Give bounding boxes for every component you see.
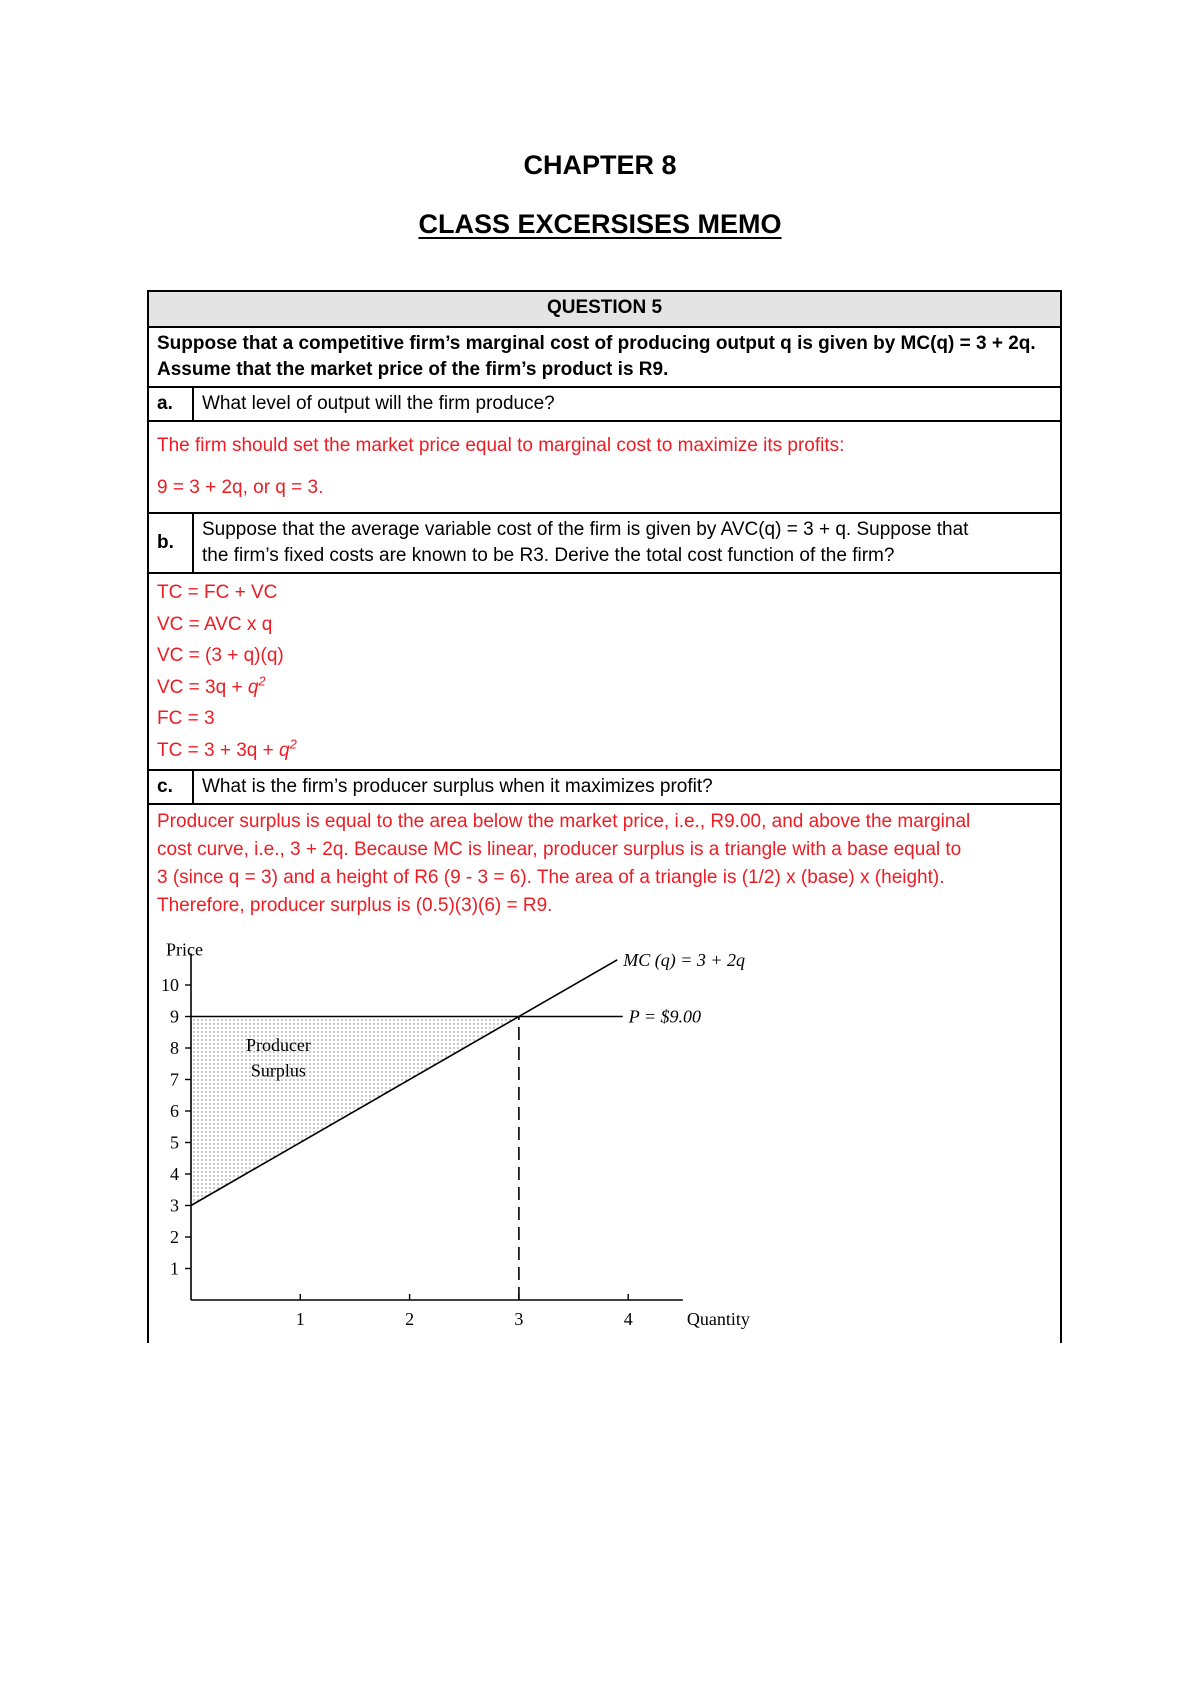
part-b-label: b.	[148, 513, 193, 573]
price-line-label: P = $9.00	[628, 1006, 702, 1027]
y-tick-label: 3	[170, 1195, 179, 1216]
answer-b-line-5: FC = 3	[157, 708, 215, 729]
y-tick-label: 7	[170, 1069, 179, 1090]
part-b-answer	[148, 573, 1061, 770]
part-c-question: What is the firm’s producer surplus when it maximizes profit?	[193, 770, 1061, 804]
memo-table	[147, 290, 1062, 1343]
chart-cell	[148, 923, 1061, 1343]
x-tick-label: 2	[405, 1309, 415, 1329]
y-tick-label: 4	[170, 1164, 179, 1184]
producer-surplus-label: Surplus	[250, 1060, 306, 1081]
producer-surplus-label: Producer	[245, 1035, 311, 1056]
part-a-label: a.	[148, 387, 193, 421]
answer-b-line-6: TC = $3 + 3q + q^2$	[157, 736, 297, 761]
y-tick-label: 10	[161, 975, 179, 995]
y-tick-label: 9	[170, 1006, 179, 1027]
part-a-question: What level of output will the firm produce?	[193, 387, 1061, 421]
y-tick-label: 8	[170, 1038, 179, 1058]
y-axis-label: Price	[166, 939, 203, 960]
question-heading: QUESTION 5	[148, 291, 1061, 327]
x-tick-label: 4	[623, 1309, 633, 1329]
y-tick-label: 5	[170, 1132, 179, 1153]
answer-b-line-1: TC = FC + VC	[157, 582, 278, 603]
mc-line-label: MC (q) = 3 + 2q	[623, 949, 746, 970]
part-b-line-1: Suppose that the average variable cost of the firm is given by AVC(q) = 3 + q. Suppose that	[202, 519, 969, 540]
answer-c-line-1: Producer surplus is equal to the area below the market price, i.e., R9.00, and above the marginal	[157, 811, 971, 832]
part-b-question	[193, 513, 1061, 573]
producer-surplus-chart	[149, 923, 1060, 1343]
answer-b-line-2: VC = AVC x q	[157, 613, 273, 635]
x-axis-label: Quantity	[686, 1309, 750, 1329]
chapter-heading: CHAPTER 8	[523, 150, 677, 180]
prompt-line-2: Assume that the market price of the firm’s product is R9.	[157, 359, 669, 380]
x-tick-label: 3	[514, 1309, 524, 1329]
question-prompt	[148, 327, 1061, 387]
y-tick-label: 1	[170, 1258, 179, 1279]
y-tick-label: 2	[170, 1227, 179, 1247]
answer-b-line-3: VC = (3 + q)(q)	[157, 645, 284, 666]
answer-a-line-1: The firm should set the market price equal to marginal cost to maximize its profits:	[157, 435, 845, 456]
prompt-line-1: Suppose that a competitive firm’s marginal cost of producing output q is given by MC(q) = 3 + 2q.	[157, 333, 1036, 354]
answer-a-line-2: 9 = 3 + 2q, or q = 3.	[157, 477, 324, 498]
part-c-answer	[148, 804, 1061, 923]
answer-c-line-3: 3 (since q = 3) and a height of R6 (9 - 3 = 6). The area of a triangle is (1/2) x (base) x (height).	[157, 867, 945, 888]
memo-title: CLASS EXCERSISES MEMO	[418, 209, 782, 239]
answer-b-line-4: VC = $3q + q^2$	[157, 673, 266, 698]
answer-c-line-2: cost curve, i.e., 3 + 2q. Because MC is linear, producer surplus is a triangle with a base equal to	[157, 839, 962, 860]
part-b-line-2: the firm’s fixed costs are known to be R3. Derive the total cost function of the firm?	[202, 545, 895, 566]
y-tick-label: 6	[170, 1101, 179, 1121]
part-c-label: c.	[148, 770, 193, 804]
x-tick-label: 1	[295, 1309, 305, 1329]
answer-c-line-4: Therefore, producer surplus is (0.5)(3)(6) = R9.	[157, 895, 553, 916]
part-a-answer	[148, 421, 1061, 513]
